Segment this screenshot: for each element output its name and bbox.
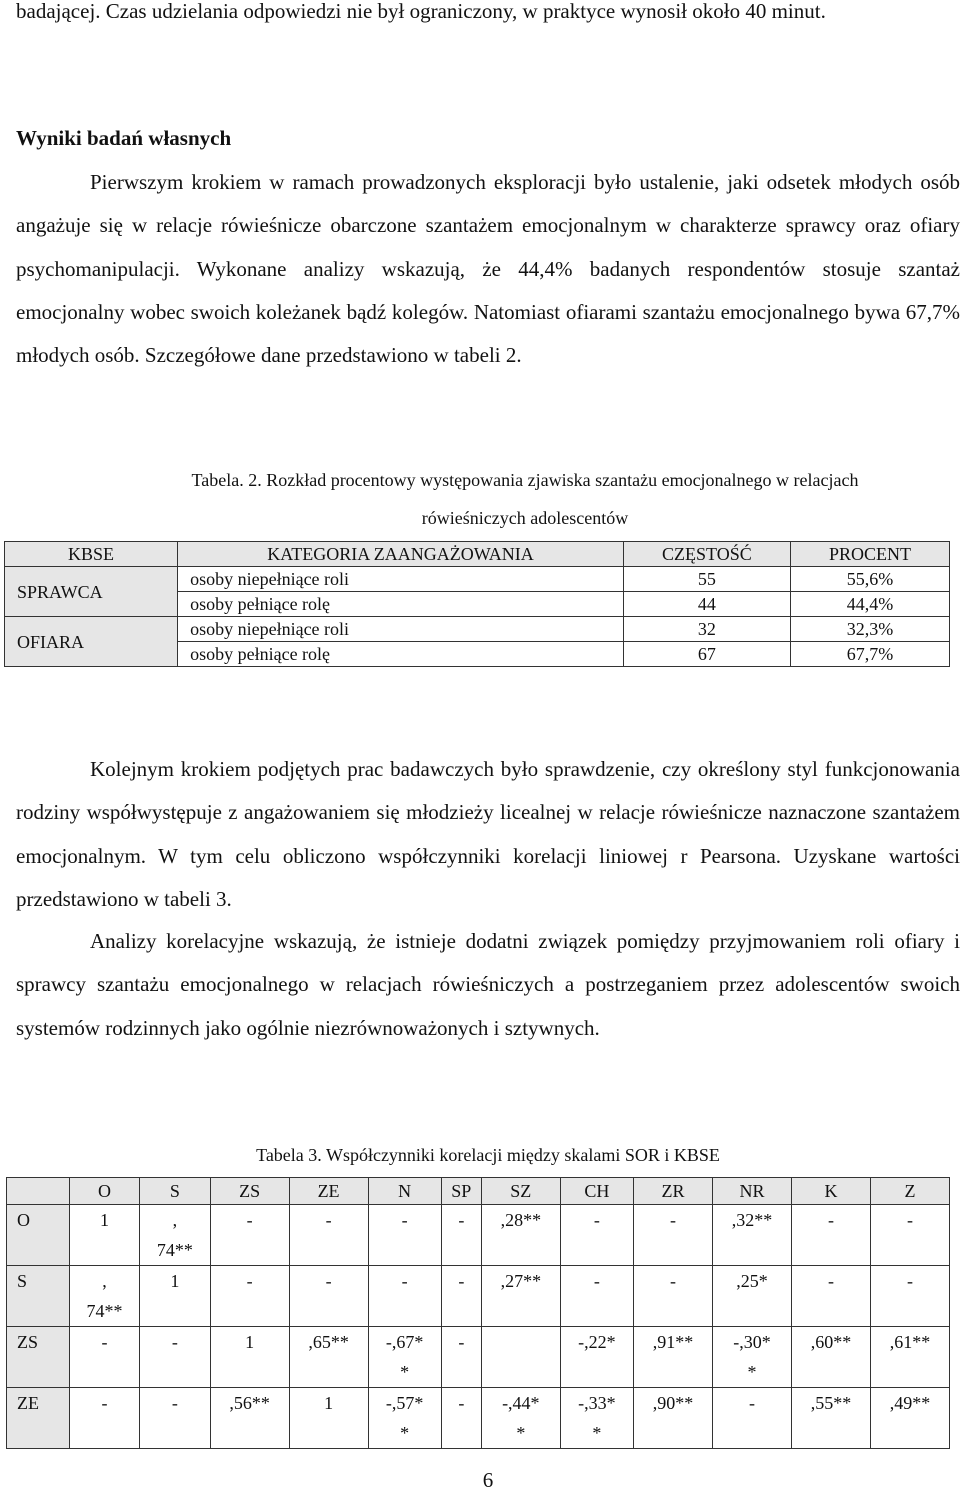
correlation-cell: , 74**: [140, 1205, 210, 1266]
table-3: [6, 1177, 950, 1449]
correlation-cell: -: [560, 1205, 633, 1266]
table-2-header-cell: KBSE: [5, 542, 178, 567]
correlation-cell: -: [713, 1388, 792, 1449]
table-cell: osoby pełniące rolę: [178, 642, 624, 667]
table-3-header-cell: ZS: [210, 1178, 289, 1205]
table-row: [7, 1388, 950, 1449]
table-3-header-cell: ZE: [289, 1178, 368, 1205]
correlation-cell: ,60**: [792, 1327, 871, 1388]
table-2: [4, 541, 950, 667]
table-3-header-cell: O: [69, 1178, 139, 1205]
table-3-header-cell: SZ: [481, 1178, 560, 1205]
table2-caption-line2: rówieśniczych adolescentów: [421, 508, 629, 528]
correlation-cell: [481, 1327, 560, 1388]
correlation-cell: -: [792, 1205, 871, 1266]
paragraph-2-text: Kolejnym krokiem podjętych prac badawczych było sprawdzenie, czy określony styl funkcjonowania rodziny współwystępuje z angażowaniem się młodzieży licealnej w relacje rówieśnicze naznaczone szantażem emocjonalnym. W tym celu obliczono współczynniki korelacji liniowej r Pearsona. Uzyskane wartości przedstawiono w tabeli 3.: [16, 757, 960, 911]
table-row: [5, 617, 950, 642]
table-3-header-cell: ZR: [634, 1178, 713, 1205]
table-cell: osoby pełniące rolę: [178, 592, 624, 617]
paragraph-3-text: Analizy korelacyjne wskazują, że istnieje dodatni związek pomiędzy przyjmowaniem roli ofiary i sprawcy szantażu emocjonalnego w relacjach rówieśniczych a postrzeganiem przez adolescentów swoich systemów rodzinnych jako ogólnie niezrównoważonych i sztywnych.: [16, 929, 960, 1040]
correlation-cell: -: [870, 1266, 949, 1327]
table-cell: osoby niepełniące roli: [178, 567, 624, 592]
table-row: [7, 1205, 950, 1266]
table-cell: 44,4%: [790, 592, 949, 617]
table-3-header-cell: [7, 1178, 70, 1205]
correlation-cell: -: [634, 1266, 713, 1327]
correlation-cell: ,65**: [289, 1327, 368, 1388]
correlation-cell: ,28**: [481, 1205, 560, 1266]
correlation-cell: ,49**: [870, 1388, 949, 1449]
correlation-cell: -: [69, 1327, 139, 1388]
correlation-cell: -: [289, 1205, 368, 1266]
row-label: ZE: [7, 1388, 70, 1449]
correlation-cell: -: [560, 1266, 633, 1327]
table-2-header-cell: PROCENT: [790, 542, 949, 567]
correlation-cell: -: [210, 1266, 289, 1327]
table-3-header-cell: S: [140, 1178, 210, 1205]
correlation-cell: -: [140, 1388, 210, 1449]
table-cell: 32: [623, 617, 790, 642]
table-3-body: [7, 1178, 950, 1449]
correlation-cell: -: [634, 1205, 713, 1266]
correlation-cell: -,33* *: [560, 1388, 633, 1449]
table-cell: osoby niepełniące roli: [178, 617, 624, 642]
row-label: ZS: [7, 1327, 70, 1388]
table-3-header-cell: Z: [870, 1178, 949, 1205]
table-2-header-cell: CZĘSTOŚĆ: [623, 542, 790, 567]
correlation-cell: -,57* *: [368, 1388, 441, 1449]
correlation-cell: 1: [210, 1327, 289, 1388]
correlation-cell: ,32**: [713, 1205, 792, 1266]
table-cell: 55,6%: [790, 567, 949, 592]
correlation-cell: -: [441, 1205, 481, 1266]
correlation-cell: -: [441, 1266, 481, 1327]
table2-caption-line1: Tabela. 2. Rozkład procentowy występowania zjawiska szantażu emocjonalnego w relacjach: [191, 470, 859, 490]
correlation-cell: -: [368, 1205, 441, 1266]
correlation-cell: -,44* *: [481, 1388, 560, 1449]
correlation-cell: -: [210, 1205, 289, 1266]
correlation-cell: -,22*: [560, 1327, 633, 1388]
paragraph-2: [16, 748, 960, 921]
table-3-header-cell: NR: [713, 1178, 792, 1205]
table-row: [5, 567, 950, 592]
correlation-cell: ,55**: [792, 1388, 871, 1449]
row-label: S: [7, 1266, 70, 1327]
top-paragraph: badającej. Czas udzielania odpowiedzi nie był ograniczony, w praktyce wynosił około 40 minut.: [16, 0, 826, 23]
table-3-header-cell: N: [368, 1178, 441, 1205]
group-label-sprawca: SPRAWCA: [5, 567, 178, 617]
paragraph-1: [16, 161, 960, 377]
correlation-cell: -: [870, 1205, 949, 1266]
paragraph-1-text: Pierwszym krokiem w ramach prowadzonych eksploracji było ustalenie, jaki odsetek młodych osób angażuje się w relacje rówieśnicze obarczone szantażem emocjonalnym w charakterze sprawcy oraz ofiary psychomanipulacji. Wykonane analizy wskazują, że 44,4% badanych respondentów stosuje szantaż emocjonalny wobec swoich koleżanek bądź kolegów. Natomiast ofiarami szantażu emocjonalnego bywa 67,7% młodych osób. Szczegółowe dane przedstawiono w tabeli 2.: [16, 170, 960, 368]
paragraph-3: [16, 920, 960, 1050]
correlation-cell: -: [792, 1266, 871, 1327]
correlation-cell: ,90**: [634, 1388, 713, 1449]
table3-caption: Tabela 3. Współczynniki korelacji między skalami SOR i KBSE: [256, 1145, 720, 1165]
correlation-cell: -,30* *: [713, 1327, 792, 1388]
correlation-cell: -: [69, 1388, 139, 1449]
correlation-cell: -: [441, 1388, 481, 1449]
table-cell: 55: [623, 567, 790, 592]
correlation-cell: -,67* *: [368, 1327, 441, 1388]
correlation-cell: -: [368, 1266, 441, 1327]
correlation-cell: ,27**: [481, 1266, 560, 1327]
table-cell: 67,7%: [790, 642, 949, 667]
table-cell: 44: [623, 592, 790, 617]
table-3-header-cell: K: [792, 1178, 871, 1205]
table-3-header-row: [7, 1178, 950, 1205]
correlation-cell: 1: [140, 1266, 210, 1327]
correlation-cell: ,61**: [870, 1327, 949, 1388]
table-2-header-cell: KATEGORIA ZAANGAŻOWANIA: [178, 542, 624, 567]
correlation-cell: ,25*: [713, 1266, 792, 1327]
page-number: 6: [482, 1468, 494, 1492]
table-3-header-cell: CH: [560, 1178, 633, 1205]
correlation-cell: -: [140, 1327, 210, 1388]
correlation-cell: ,56**: [210, 1388, 289, 1449]
table-cell: 67: [623, 642, 790, 667]
correlation-cell: 1: [69, 1205, 139, 1266]
table-3-header-cell: SP: [441, 1178, 481, 1205]
table-2-header-row: [5, 542, 950, 567]
table-cell: 32,3%: [790, 617, 949, 642]
correlation-cell: , 74**: [69, 1266, 139, 1327]
table-row: [7, 1266, 950, 1327]
section-heading: Wyniki badań własnych: [16, 126, 232, 150]
table-row: [7, 1327, 950, 1388]
group-label-ofiara: OFIARA: [5, 617, 178, 667]
correlation-cell: -: [441, 1327, 481, 1388]
row-label: O: [7, 1205, 70, 1266]
correlation-cell: ,91**: [634, 1327, 713, 1388]
correlation-cell: -: [289, 1266, 368, 1327]
correlation-cell: 1: [289, 1388, 368, 1449]
